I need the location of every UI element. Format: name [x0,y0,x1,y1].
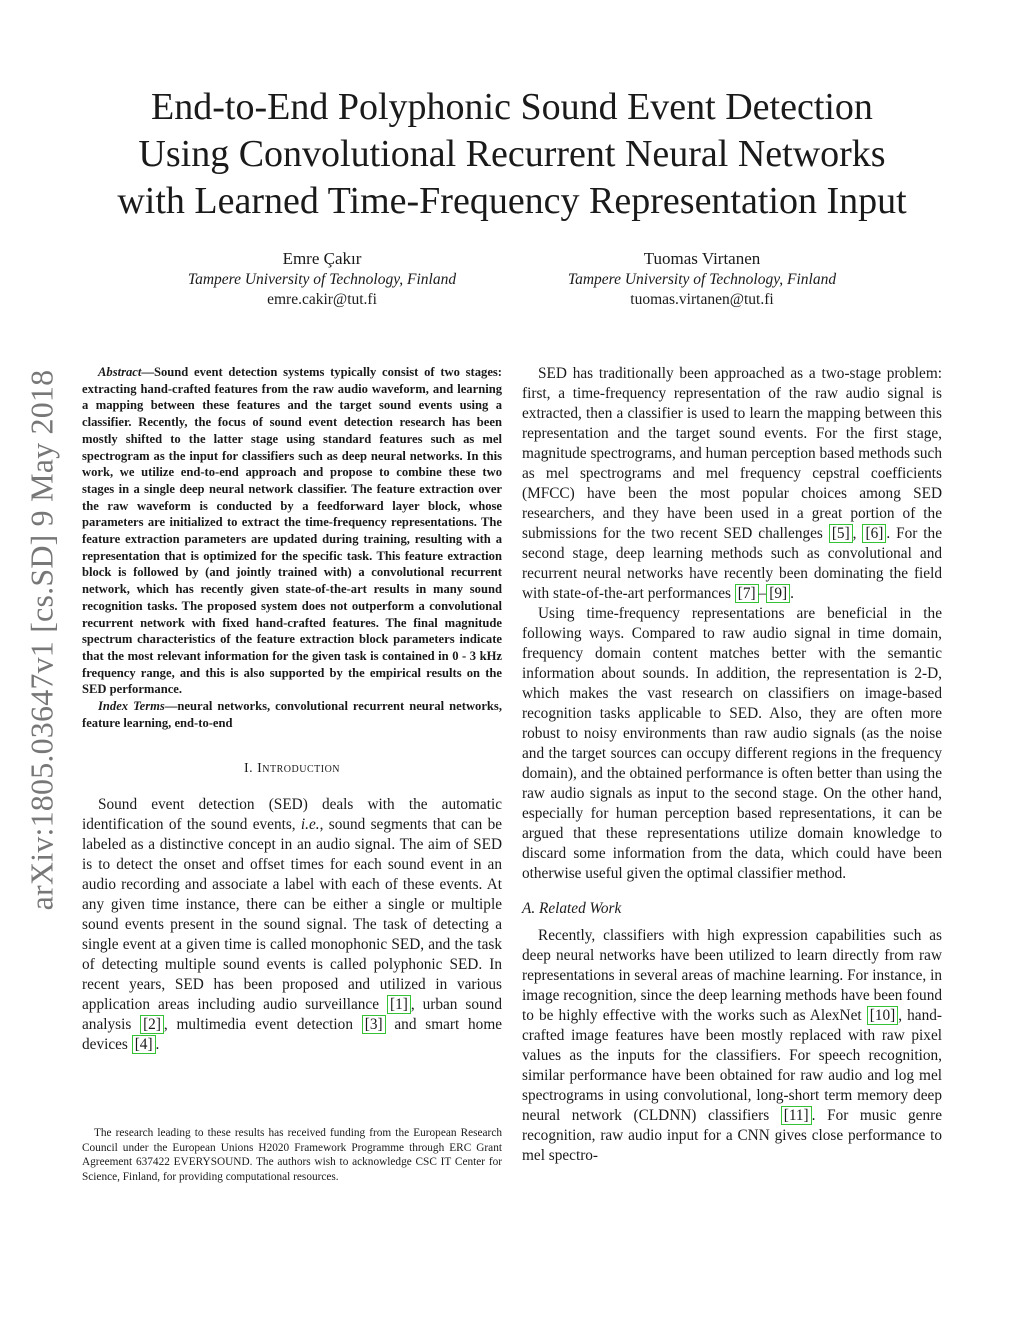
section-heading: I. Introduction [243,761,341,777]
citation-link[interactable]: [1] [387,995,411,1014]
author-email: emre.cakir@tut.fi [267,291,377,308]
citation-link[interactable]: [9] [766,584,790,603]
citation-link[interactable]: [3] [362,1015,386,1034]
intro-paragraph [82,795,502,1055]
paper-title [60,84,964,225]
left-column [82,364,502,1055]
author-name: Tuomas Virtanen [643,249,761,268]
text-run: . [790,585,794,602]
citation-link[interactable]: [10] [867,1006,899,1025]
text-run: . For the second stage, deep learning methods such as convolutional and recurrent neural networks have recently been dominating the field with state-of-the-art performances [522,525,942,602]
title-line: End-to-End Polyphonic Sound Event Detection [151,86,873,128]
abstract-text: —Sound event detection systems typically consist of two stages: extracting hand-crafted features from the raw audio waveform, and learning a mapping between these features and the target sound events using a classifier. Recently, the focus of sound event detection research has been mostly shifted to the latter stage using standard features such as mel spectrogram as the input for classifiers such as deep neural networks. In this work, we utilize end-to-end approach and propose to combine these two stages in a single deep neural network classifier. The feature extraction over the raw waveform is conducted by a feedforward layer block, whose parameters are initialized to extract the time-frequency representations. The feature extraction parameters are updated during training, resulting with a representation that is optimized for the specific task. This feature extraction block is followed by (and jointly trained with) a convolutional recurrent network, which has recently given state-of-the-art results in many sound recognition tasks. The proposed system does not outperform a convolutional recurrent network with fixed hand-crafted features. The final magnitude spectrum characteristics of the feature extraction block parameters indicate that the most relevant information for the given task is contained in 0 - 3 kHz frequency range, and this is also supported by the empirical results on the SED performance. [82,365,502,697]
text-run: . For music genre recognition, raw audio input for a CNN gives close performance to mel spectro- [522,1107,942,1164]
index-terms [82,698,502,731]
right-column [522,364,942,1166]
author-block [492,248,912,310]
text-run: – [758,585,767,602]
abstract [82,364,502,698]
funding-footnote: The research leading to these results has received funding from the European Research Council under the European Unions H2020 Framework Programme through ERC Grant Agreement 637422 EVERYSOUND. The authors wish to acknowledge CSC IT Center for Science, Finland, for providing computational resources. [82,1127,502,1183]
text-run: Recently, classifiers with high expression capabilities such as deep neural networks have been utilized to learn directly from raw representations in several areas of machine learning. For instance, in image recognition, since the deep learning methods have been found to be highly effective with the works such as AlexNet [522,927,942,1024]
citation-link[interactable]: [11] [781,1106,812,1125]
text-run: i.e. [300,816,320,834]
body-paragraph [522,364,942,604]
text-run: , hand-crafted image features have been mostly replaced with raw pixel values as the inputs for the classifiers. For speech recognition, similar performance have been obtained for raw audio and log mel spectrograms in using convolutional, long-short term memory deep neural network (CLDNN) classifiers [522,1007,942,1124]
author-name: Emre Çakır [282,249,362,268]
citation-link[interactable]: [6] [862,524,886,543]
text-run: SED has traditionally been approached as a two-stage problem: first, a time-frequency representation of the raw audio signal is extracted, then a classifier is used to learn the mapping between this representation and the target sound events. For the first stage, magnitude spectrograms, and human perception based methods such as mel spectrograms and mel frequency cepstral coefficients (MFCC) have been the most popular choices among SED researchers, and they have been used in a great portion of the submissions for the two recent SED challenges [522,365,942,542]
text-run: , sound segments that can be labeled as a distinctive concept in an audio signal. The aim of SED is to detect the onset and offset times for each sound event in an audio recording and associate a label with each of these events. At any given time instance, there can be either a single or multiple sound events present in the sound signal. The task of detecting a single event at a given time is called monophonic SED, and the task of detecting multiple sound events is called polyphonic SED. In recent years, SED has been proposed and utilized in various application areas including audio surveillance [82,816,503,1014]
text-run: , [852,525,863,542]
text-run: Sound event detection (SED) deals with the automatic identification of the sound events, [82,796,502,834]
index-terms-label: Index Terms [98,699,165,714]
subsection-heading: A. Related Work [522,900,622,917]
title-line: Using Convolutional Recurrent Neural Networks [138,133,886,175]
author-block [112,248,532,310]
author-affiliation: Tampere University of Technology, Finland [567,271,837,288]
citation-link[interactable]: [5] [829,524,853,543]
abstract-label: Abstract [98,365,142,379]
author-email: tuomas.virtanen@tut.fi [630,291,774,308]
citation-link[interactable]: [4] [132,1035,156,1054]
citation-link[interactable]: [7] [735,584,759,603]
title-line: with Learned Time-Frequency Representation Input [117,180,907,222]
text-run: , multimedia event detection [163,1016,362,1034]
text-run: and smart home devices [82,1016,503,1054]
text-run: , urban sound analysis [82,996,502,1034]
body-paragraph [522,926,942,1166]
index-terms-text: —neural networks, convolutional recurrent neural networks, feature learning, end-to-end [82,699,502,730]
author-affiliation: Tampere University of Technology, Finland [187,271,457,288]
arxiv-identifier: arXiv:1805.03647v1 [cs.SD] 9 May 2018 [23,369,60,911]
text-run: . [155,1036,160,1054]
body-paragraph: Using time-frequency representations are beneficial in the following ways. Compared to raw audio signal in time domain, frequency domain content matches better with the semantic information about sounds. In addition, the representation is 2-D, which makes the vast research on classifiers on image-based recognition tasks applicable to SED. Also, they are often more robust to noisy environments than raw audio signals (as the noise and the target sources can occupy different regions in the frequency domain), and the obtained performance is often better than using the raw audio signals as input to the second stage. On the other hand, especially for human perception based representations, it can be argued that these representations utilize domain knowledge to discard some information from the data, which could have been otherwise useful given the optimal classifier method. [522,605,942,882]
citation-link[interactable]: [2] [140,1015,164,1034]
